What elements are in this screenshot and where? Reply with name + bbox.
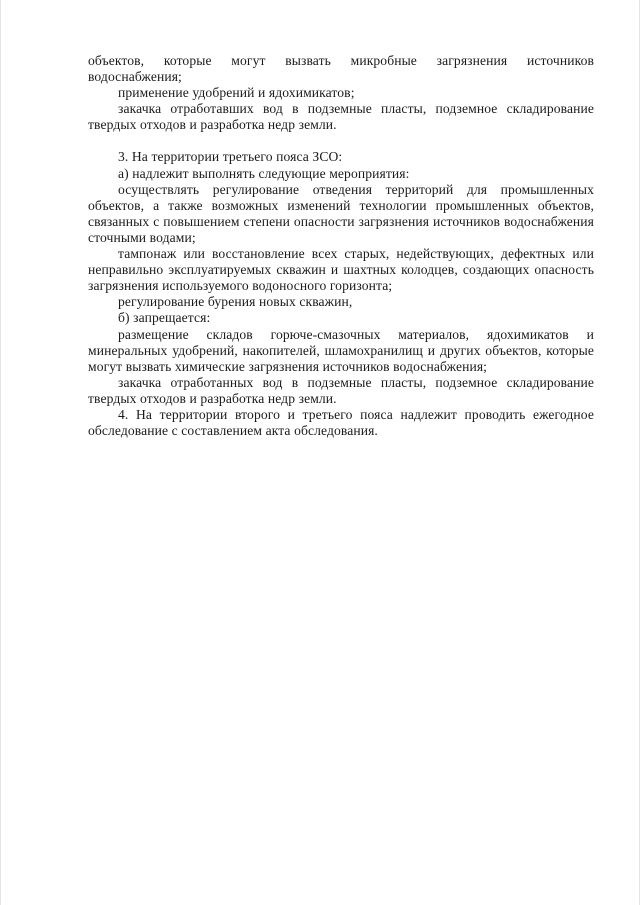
document-body <box>88 53 594 439</box>
paragraph-territory-regulation: осуществлять регулирование отведения территорий для промышленных объектов, а также возможных изменений технологии промышленных объектов, связанных с повышением степени опасности загрязнения источников водоснабжения сточными водами; <box>88 181 594 245</box>
section-heading-4: 4. На территории второго и третьего пояса надлежит проводить ежегодное обследование с составлением акта обследования. <box>88 406 594 439</box>
subsection-b-heading: б) запрещается: <box>118 310 211 326</box>
paragraph-spacer <box>88 133 594 149</box>
paragraph-drilling-regulation: регулирование бурения новых скважин, <box>118 294 353 310</box>
paragraph-injection-zone2: закачка отработавших вод в подземные пласты, подземное складирование твердых отходов и разработка недр земли. <box>88 101 594 133</box>
paragraph-storage-ban: размещение складов горюче-смазочных материалов, ядохимикатов и минеральных удобрений, накопителей, шламохранилищ и других объектов, которые могут вызвать химические загрязнения источников водоснабжения; <box>88 326 594 374</box>
subsection-a-heading: а) надлежит выполнять следующие мероприятия: <box>118 165 410 181</box>
paragraph-microbial-continuation: объектов, которые могут вызвать микробные загрязнения источников водоснабжения; <box>88 53 594 85</box>
paragraph-fertilizers: применение удобрений и ядохимикатов; <box>118 85 355 101</box>
paragraph-injection-zone3: закачка отработанных вод в подземные пласты, подземное складирование твердых отходов и разработка недр земли. <box>88 374 594 406</box>
section-heading-3: 3. На территории третьего пояса ЗСО: <box>118 149 343 165</box>
paragraph-well-plugging: тампонаж или восстановление всех старых, недействующих, дефектных или неправильно эксплуатируемых скважин и шахтных колодцев, создающих опасность загрязнения используемого водоносного горизонта; <box>88 246 594 294</box>
